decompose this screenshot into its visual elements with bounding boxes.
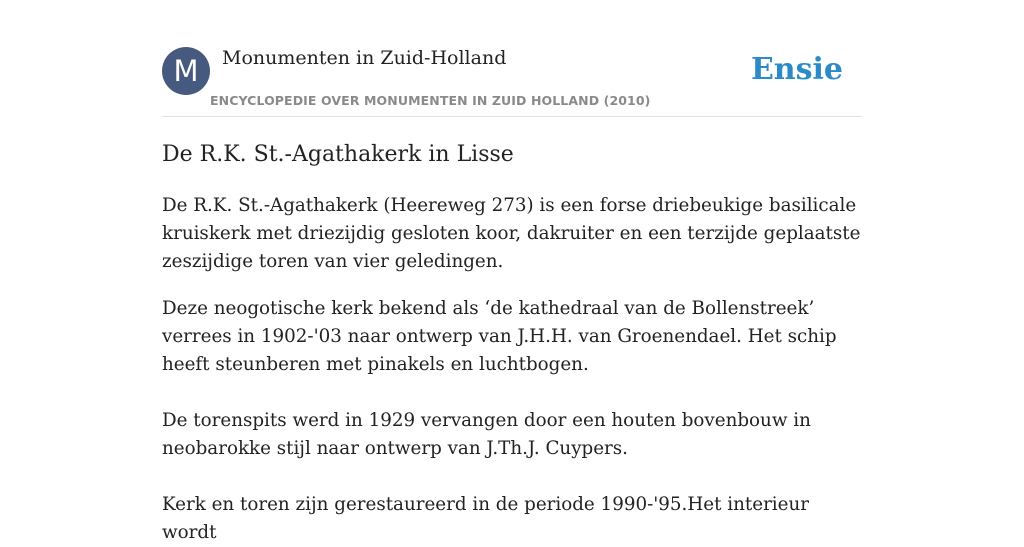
header xyxy=(162,0,862,117)
paragraph-1: De R.K. St.-Agathakerk (Heereweg 273) is een forse driebeukige basilicale kruiskerk met driezijdig gesloten koor, dakruiter en een terzijde geplaatste zeszijdige toren van vier geledingen. xyxy=(162,195,861,272)
paragraph-3: De torenspits werd in 1929 vervangen door een houten bovenbouw in neobarokke stijl naar ontwerp van J.Th.J. Cuypers. xyxy=(162,410,811,459)
avatar[interactable]: M xyxy=(162,47,210,95)
paragraph-4: Kerk en toren zijn gerestaureerd in de periode 1990-'95.Het interieur wordt xyxy=(162,494,809,543)
paragraph-2: Deze neogotische kerk bekend als ‘de kathedraal van de Bollenstreek’ verrees in 1902-'03 naar ontwerp van J.H.H. van Groenendael. Het schip heeft steunberen met pinakels en luchtbogen. xyxy=(162,298,837,375)
publication-subtitle: ENCYCLOPEDIE OVER MONUMENTEN IN ZUID HOLLAND (2010) xyxy=(210,93,651,108)
article-body xyxy=(162,192,862,547)
content-column xyxy=(162,0,862,543)
brand-logo[interactable]: Ensie xyxy=(750,52,843,87)
article-title: De R.K. St.-Agathakerk in Lisse xyxy=(162,142,514,167)
publication-title[interactable]: Monumenten in Zuid-Holland xyxy=(222,47,507,69)
